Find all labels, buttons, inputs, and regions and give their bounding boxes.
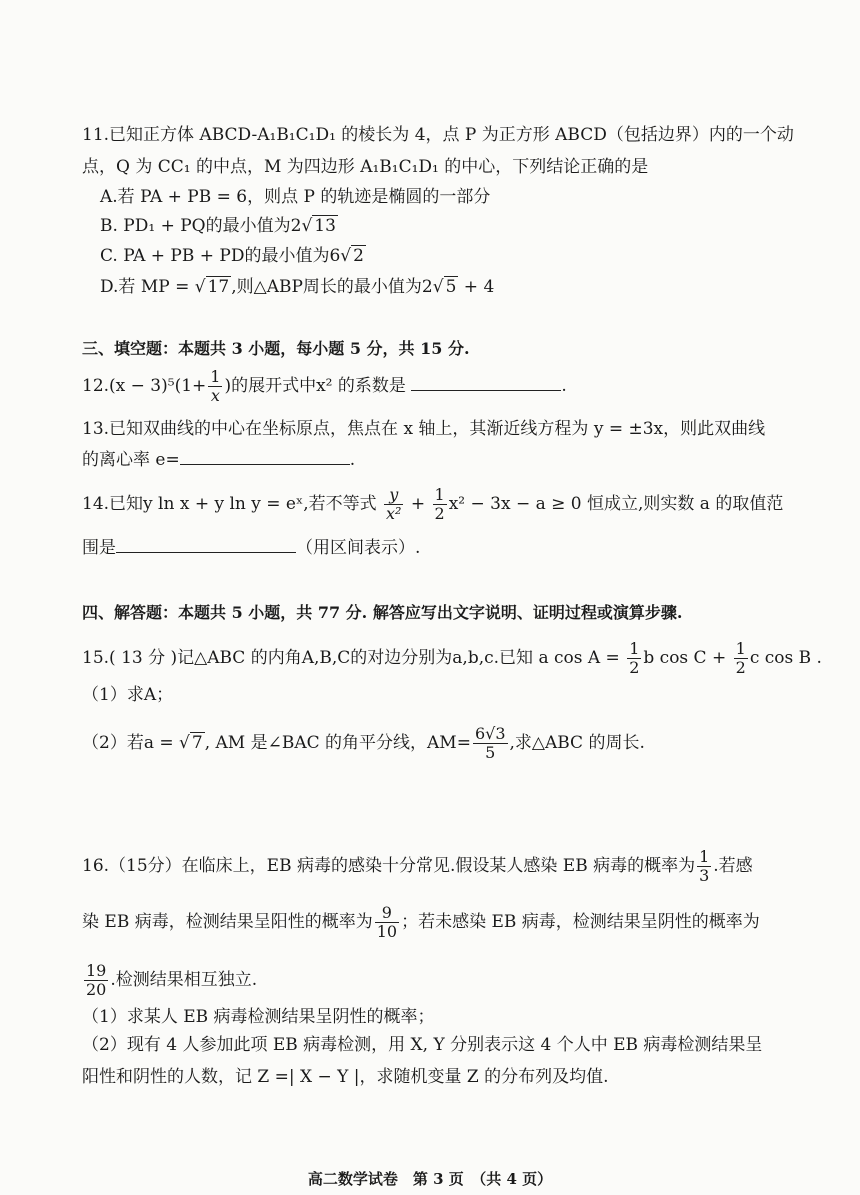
q16-part2-line2: 阳性和阴性的人数，记 Z =| X − Y |，求随机变量 Z 的分布列及均值.	[82, 1067, 609, 1087]
section-4-heading: 四、解答题：本题共 5 小题，共 77 分. 解答应写出文字说明、证明过程或演算步骤.	[82, 603, 683, 622]
q15-stem: 15.( 13 分 )记△ABC 的内角A,B,C的对边分别为a,b,c.已知 a cos A = $\frac{1}{2}$ b cos C + $\frac{1}{2}$ c cos B .	[82, 639, 822, 677]
q11-option-a: A.若 PA + PB = 6，则点 P 的轨迹是椭圆的一部分	[100, 187, 491, 207]
q11-option-d: D.若 MP = √ 17 ,则△ABP周长的最小值为2√ 5 + 4	[100, 277, 495, 297]
q11-stem-line2: 点，Q 为 CC₁ 的中点，M 为四边形 A₁B₁C₁D₁ 的中心，下列结论正确的是	[82, 157, 649, 177]
q13-line1: 13.已知双曲线的中心在坐标原点，焦点在 x 轴上，其渐近线方程为 y = ±3x，则此双曲线	[82, 419, 766, 439]
section-3-heading: 三、填空题：本题共 3 小题，每小题 5 分，共 15 分.	[82, 339, 470, 358]
q12: 12.(x − 3)⁵(1+ $\frac{1}{x}$ )的展开式中x² 的系数是 .	[82, 367, 567, 405]
q11-option-c: C. PA + PB + PD的最小值为6√ 2	[100, 246, 364, 266]
q16-line2: 染 EB 病毒，检测结果呈阳性的概率为 $\frac{9}{10}$ ；若未感染 EB 病毒，检测结果呈阴性的概率为	[82, 903, 760, 941]
q14-line1: 14.已知y ln x + y ln y = eˣ,若不等式 $\frac{y}{\text{x²}}$ + $\frac{1}{2}$ x² − 3x − a ≥ 0 恒成立,则实数 a 的取值范	[82, 485, 784, 523]
page-footer: 高二数学试卷 第 3 页 （共 4 页）	[307, 1170, 553, 1188]
q15-part2: （2）若a = √ 7 , AM 是∠BAC 的角平分线，AM= $\frac{6√3}{5}$ ,求△ABC 的周长.	[82, 724, 645, 762]
q14-answer-blank[interactable]	[116, 536, 296, 553]
q11-stem-line1: 11.已知正方体 ABCD-A₁B₁C₁D₁ 的棱长为 4，点 P 为正方形 ABCD（包括边界）内的一个动	[82, 125, 794, 145]
q12-answer-blank[interactable]	[411, 374, 561, 391]
q13-line2: 的离心率 e= .	[82, 450, 356, 470]
q16-line3: $\frac{19}{20}$ .检测结果相互独立.	[86, 961, 258, 999]
q16-part1: （1）求某人 EB 病毒检测结果呈阴性的概率；	[82, 1007, 435, 1027]
q11-option-b: B. PD₁ + PQ的最小值为2√ 13	[100, 216, 336, 236]
q16-line1: 16.（15分）在临床上，EB 病毒的感染十分常见.假设某人感染 EB 病毒的概率为 $\frac{1}{3}$ .若感	[82, 847, 753, 885]
q15-part1: （1）求A；	[82, 685, 174, 705]
q16-part2-line1: （2）现有 4 人参加此项 EB 病毒检测，用 X, Y 分别表示这 4 个人中 EB 病毒检测结果呈	[82, 1035, 763, 1055]
q14-line2: 围是 （用区间表示）.	[82, 538, 421, 558]
q13-answer-blank[interactable]	[180, 448, 350, 465]
